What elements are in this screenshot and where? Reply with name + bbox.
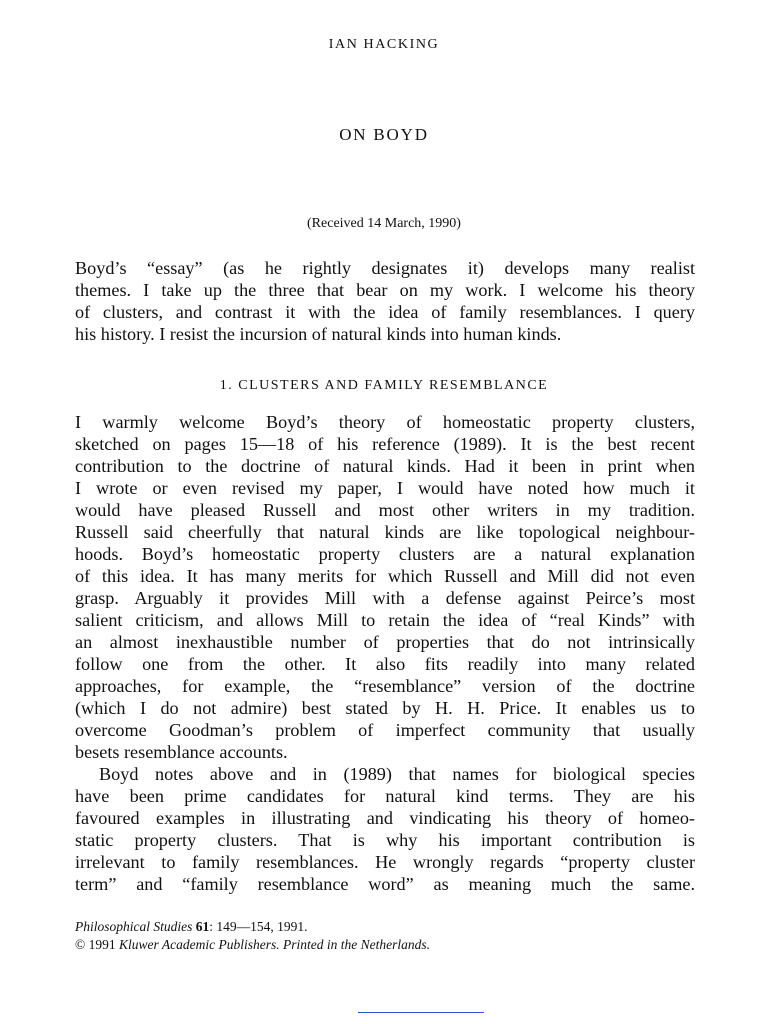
abstract-line: Boyd’s “essay” (as he rightly designates it) develops many realist [75,258,695,278]
body-line: overcome Goodman’s problem of imperfect community that usually [75,720,695,740]
section-heading: 1. CLUSTERS AND FAMILY RESEMBLANCE [219,378,549,393]
section-body [75,411,695,895]
body-line: follow one from the other. It also fits readily into many related [75,654,695,674]
body-line: I warmly welcome Boyd’s theory of homeostatic property clusters, [75,412,695,432]
body-line: would have pleased Russell and most other writers in my tradition. [75,500,695,520]
copyright-year: © 1991 [75,937,116,952]
body-line: approaches, for example, the “resemblance” version of the doctrine [75,676,695,696]
abstract [75,257,695,345]
body-line: salient criticism, and allows Mill to retain the idea of “real Kinds” with [75,610,695,630]
journal-pages-year: : 149—154, 1991. [209,919,308,934]
body-line: favoured examples in illustrating and vindicating his theory of homeo- [75,808,695,828]
body-line: irrelevant to family resemblances. He wrongly regards “property cluster [75,852,695,872]
body-line: besets resemblance accounts. [75,742,288,762]
body-line: Russell said cheerfully that natural kinds are like topological neighbour- [75,522,695,542]
publisher-notice: Kluwer Academic Publishers. Printed in the Netherlands. [119,937,430,952]
abstract-line: of clusters, and contrast it with the idea of family resemblances. I query [75,302,695,322]
journal-name: Philosophical Studies [75,919,193,934]
body-line: contribution to the doctrine of natural kinds. Had it been in print when [75,456,695,476]
body-line: (which I do not admire) best stated by H. H. Price. It enables us to [75,698,695,718]
copyright-line [75,936,695,954]
article-title: ON BOYD [339,125,429,144]
body-line: an almost inexhaustible number of properties that do not intrinsically [75,632,695,652]
body-line: sketched on pages 15—18 of his reference (1989). It is the best recent [75,434,695,454]
body-line: term” and “family resemblance word” as meaning much the same. [75,874,695,894]
body-line: of this idea. It has many merits for which Russell and Mill did not even [75,566,695,586]
abstract-line: his history. I resist the incursion of natural kinds into human kinds. [75,324,562,344]
received-date: (Received 14 March, 1990) [307,216,461,231]
citation-line [75,918,695,936]
body-line: static property clusters. That is why his important contribution is [75,830,695,850]
body-line: Boyd notes above and in (1989) that names for biological species [99,764,695,784]
bottom-link-underline[interactable] [358,1012,484,1013]
running-head-author: IAN HACKING [328,37,440,52]
body-line: hoods. Boyd’s homeostatic property clusters are a natural explanation [75,544,695,564]
abstract-line: themes. I take up the three that bear on my work. I welcome his theory [75,280,695,300]
body-line: I wrote or even revised my paper, I would have noted how much it [75,478,695,498]
body-line: have been prime candidates for natural kind terms. They are his [75,786,695,806]
publication-footer [75,918,695,954]
journal-volume: 61 [195,919,210,934]
body-line: grasp. Arguably it provides Mill with a defense against Peirce’s most [75,588,695,608]
